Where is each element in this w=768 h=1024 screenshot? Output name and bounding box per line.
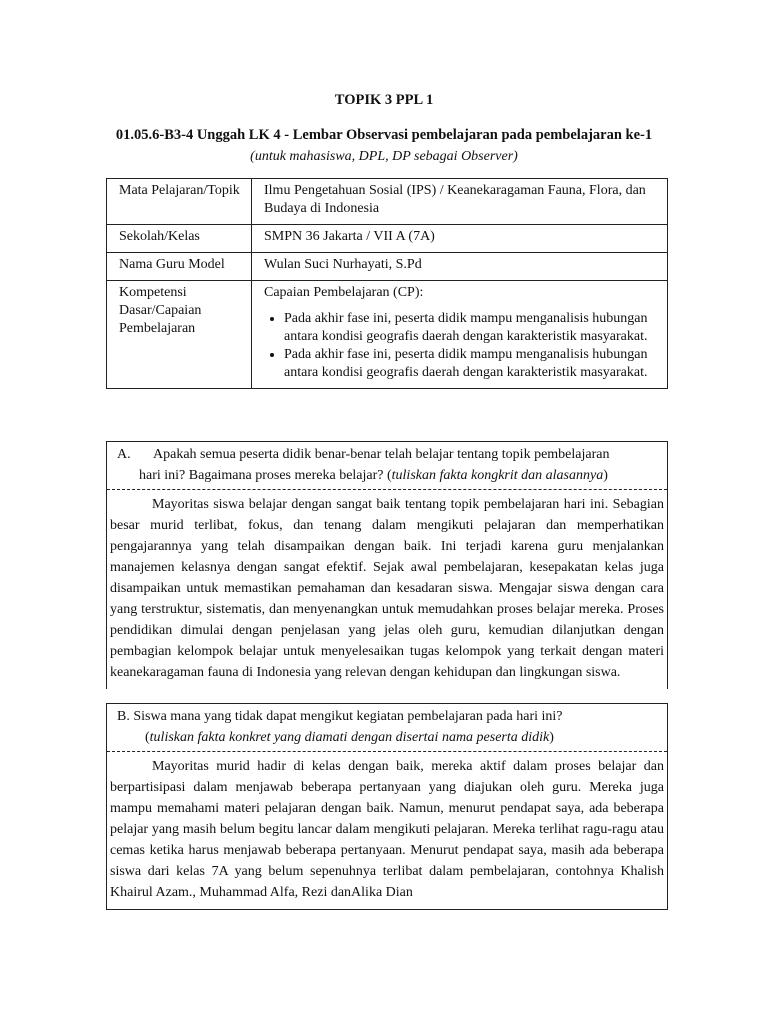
row-value	[252, 281, 668, 389]
question-hint: tuliskan fakta konkret yang diamati dengan disertai nama peserta didik	[149, 730, 550, 745]
section-a-answer: Mayoritas siswa belajar dengan sangat baik tentang topik pembelajaran hari ini. Sebagian besar murid terlibat, fokus, dan tenang dalam mengikuti pelajaran dan memperhatikan pengajarannya yang telah disampaikan dengan baik. Ini terjadi karena guru menjalankan manajemen kelasnya dengan sangat efektif. Sejak awal pembelajaran, kesepakatan kelas juga disampaikan untuk memastikan pemahaman dan kesadaran siswa. Mengajar siswa dengan cara yang terstruktur, sistematis, dan menyenangkan untuk memudahkan proses belajar mereka. Proses pendidikan dimulai dengan penjelasan yang jelas oleh guru, kemudian dilanjutkan dengan pembagian kelompok belajar untuk menyelesaikan tugas kelompok yang terkait dengan materi keanekaragaman fauna di Indonesia yang relevan dengan kehidupan dan lingkungan siswa.	[110, 497, 664, 680]
section-b	[106, 703, 668, 910]
table-row	[107, 253, 668, 281]
section-a	[106, 441, 668, 689]
list-item: • Pada akhir fase ini, peserta didik mampu menganalisis hubungan antara kondisi geografis daerah dengan karakteristik masyarakat.	[284, 310, 661, 346]
row-value: SMPN 36 Jakarta / VII A (7A)	[252, 225, 668, 253]
info-table	[106, 178, 668, 389]
section-a-question: A. Apakah semua peserta didik benar-benar telah belajar tentang topik pembelajaran hari ini? Bagaimana proses mereka belajar? (tuliskan fakta kongkrit dan alasannya)	[107, 441, 667, 490]
row-label: Mata Pelajaran/Topik	[107, 179, 252, 225]
row-value: Ilmu Pengetahuan Sosial (IPS) / Keanekaragaman Fauna, Flora, dan Budaya di Indonesia	[252, 179, 668, 225]
section-b-question: B. Siswa mana yang tidak dapat mengikut kegiatan pembelajaran pada hari ini? (tuliskan fakta konkret yang diamati dengan disertai nama peserta didik)	[107, 703, 667, 752]
document-subtitle: (untuk mahasiswa, DPL, DP sebagai Observer)	[250, 149, 518, 164]
row-label: Nama Guru Model	[107, 253, 252, 281]
row-label: Kompetensi Dasar/Capaian Pembelajaran	[107, 281, 252, 389]
question-text: Apakah semua peserta didik benar-benar telah belajar tentang topik pembelajaran	[153, 447, 610, 462]
list-item: • Pada akhir fase ini, peserta didik mampu menganalisis hubungan antara kondisi geografis daerah dengan karakteristik masyarakat.	[284, 346, 661, 382]
section-b-answer: Mayoritas murid hadir di kelas dengan baik, mereka aktif dalam proses belajar dan berpartisipasi dalam menjawab beberapa pertanyaan yang diajukan oleh guru. Mereka juga mampu memahami materi pelajaran dengan baik. Namun, menurut pendapat saya, ada beberapa pelajar yang masih belum begitu lancar dalam mengikuti pelajaran. Mereka terlihat ragu-ragu atau cemas ketika harus menjawab beberapa pertanyaan. Menurut pendapat saya, masih ada beberapa siswa dari kelas 7A yang belum sepenuhnya terlibat dalam pembelajaran, contohnya Khalish Khairul Azam., Muhammad Alfa, Rezi danAlika Dian	[107, 752, 667, 910]
question-hint: tuliskan fakta kongkrit dan alasannya	[391, 468, 604, 483]
table-row	[107, 281, 668, 389]
question-text: B. Siswa mana yang tidak dapat mengikut kegiatan pembelajaran pada hari ini?	[117, 709, 563, 724]
row-label: Sekolah/Kelas	[107, 225, 252, 253]
cp-heading: Capaian Pembelajaran (CP):	[264, 285, 424, 300]
cp-list	[264, 310, 661, 382]
table-row	[107, 179, 668, 225]
document-title: 01.05.6-B3-4 Unggah LK 4 - Lembar Observasi pembelajaran pada pembelajaran ke-1	[115, 127, 653, 143]
section-a-marker: A.	[117, 447, 131, 462]
topic-heading: TOPIK 3 PPL 1	[334, 92, 434, 108]
row-value: Wulan Suci Nurhayati, S.Pd	[252, 253, 668, 281]
question-text: hari ini? Bagaimana proses mereka belajar? (	[139, 468, 392, 483]
table-row	[107, 225, 668, 253]
